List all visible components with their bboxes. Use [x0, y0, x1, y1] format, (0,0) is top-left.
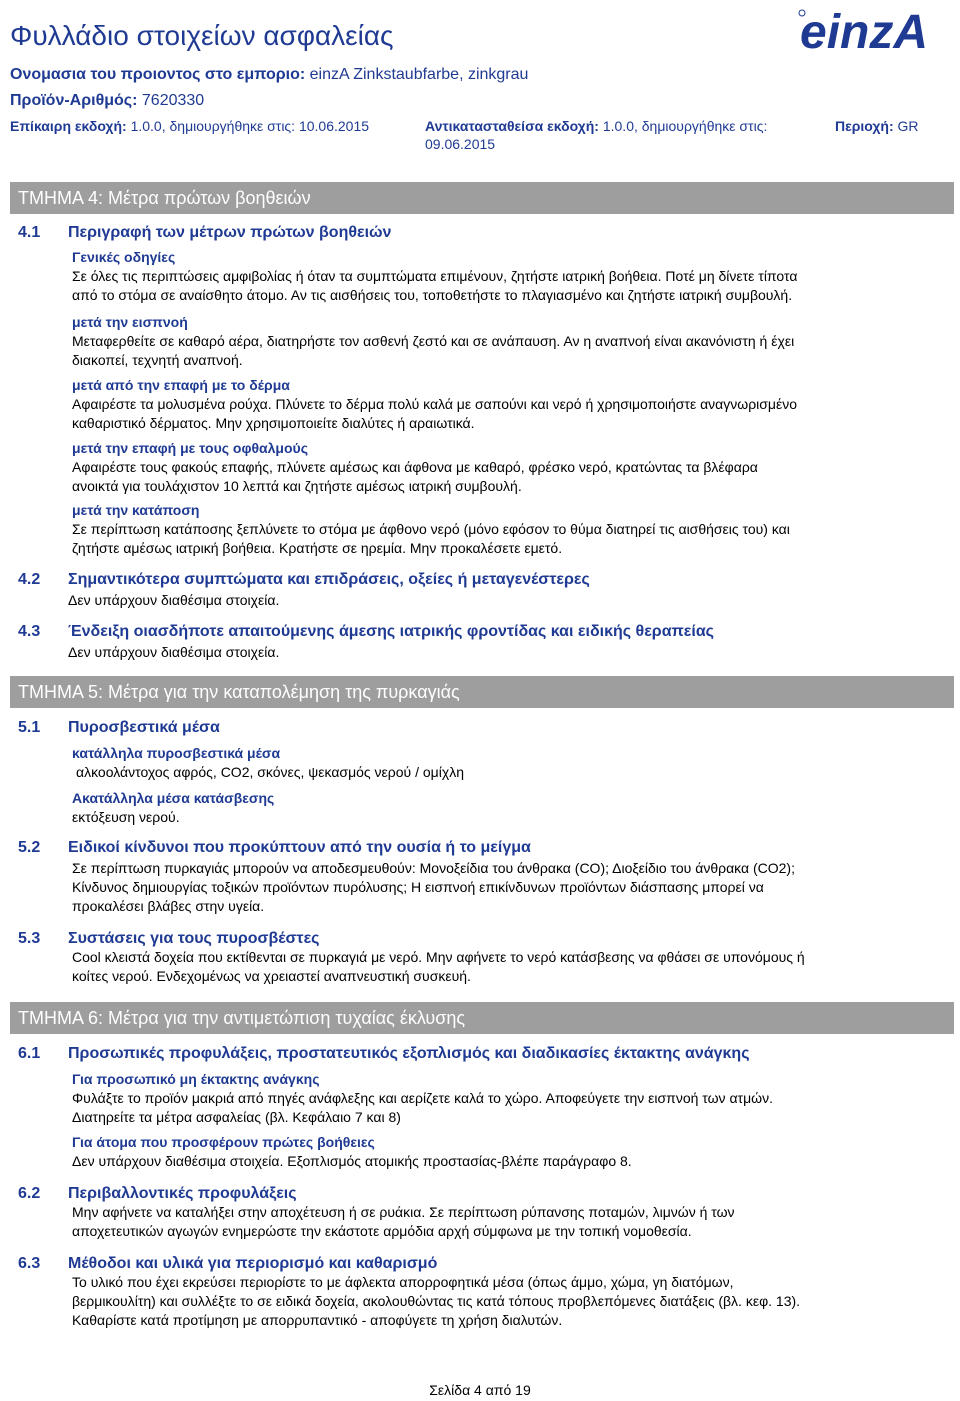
inhalation-label: μετά την εισπνοή [72, 314, 188, 330]
trade-name-value: einzA Zinkstaubfarbe, zinkgrau [309, 66, 529, 83]
subsection-4-3-title: Ένδειξη οιασδήποτε απαιτούμενης άμεσης ιατρικής φροντίδας και ειδικής θεραπείας [68, 623, 714, 640]
subsection-6-1-title: Προσωπικές προφυλάξεις, προστατευτικός εξοπλισμός και διαδικασίες έκτακτης ανάγκης [68, 1045, 750, 1062]
non-emergency-line-1: Φυλάξτε το προϊόν μακριά από πηγές ανάφλεξης και αερίζετε καλά το χώρο. Αποφεύγετε την εισπνοή των ατμών. [72, 1090, 773, 1106]
subsection-6-1-number: 6.1 [18, 1045, 41, 1062]
general-advice-line-2: από το στόμα σε αναίσθητο άτομο. Αν τις αισθήσεις του, τοποθετήστε το πλαγιασμένο και ζητήστε ιατρική συμβουλή. [72, 287, 793, 303]
section-4-heading: ΤΜΗΜΑ 4: Μέτρα πρώτων βοηθειών [10, 182, 954, 214]
subsection-5-1-title: Πυροσβεστικά μέσα [68, 719, 220, 736]
subsection-5-2-line-3: προκαλέσει βλάβες στην υγεία. [72, 898, 265, 914]
subsection-4-3-number: 4.3 [18, 623, 41, 640]
subsection-5-3-line-2: κοίτες νερού. Ενδεχομένως να χρειαστεί αναπνευστική συσκευή. [72, 968, 471, 984]
trade-name-line [10, 66, 528, 84]
product-number-line [10, 92, 204, 110]
skin-contact-label: μετά από την επαφή με το δέρμα [72, 377, 290, 393]
current-version-label: Επίκαιρη εκδοχή: [10, 118, 127, 134]
suitable-media-label: κατάλληλα πυροσβεστικά μέσα [72, 745, 281, 761]
product-number-value: 7620330 [141, 92, 205, 109]
general-advice-label: Γενικές οδηγίες [72, 249, 176, 265]
inhalation-line-2: διακοπεί, τεχνητή αναπνοή. [72, 352, 243, 368]
subsection-4-2-title: Σημαντικότερα συμπτώματα και επιδράσεις, οξείες ή μεταγενέστερες [68, 571, 590, 588]
subsection-6-2-line-2: αποχετευτικών αγωγών ενημερώστε την εκάστοτε αρμόδια αρχή σύμφωνα με την τοπική νομοθεσία. [72, 1223, 692, 1239]
ingestion-line-1: Σε περίπτωση κατάποσης ξεπλύνετε το στόμα με άφθονο νερό (μόνο εφόσον το θύμα διατηρεί τις αισθήσεις του) και [72, 521, 790, 537]
unsuitable-media-text: εκτόξευση νερού. [72, 809, 180, 825]
subsection-5-3-number: 5.3 [18, 930, 41, 947]
subsection-4-1-title: Περιγραφή των μέτρων πρώτων βοηθειών [68, 224, 392, 241]
einza-logo [798, 2, 938, 54]
product-number-label: Προϊόν-Αριθμός: [10, 92, 138, 109]
replaced-version-label: Αντικατασταθείσα εκδοχή: [425, 118, 599, 134]
section-6-heading: ΤΜΗΜΑ 6: Μέτρα για την αντιμετώπιση τυχαίας έκλυσης [10, 1002, 954, 1034]
eye-contact-line-1: Αφαιρέστε τους φακούς επαφής, πλύνετε αμέσως και άφθονα με καθαρό, φρέσκο νερό, κρατώντας τα βλέφαρα [72, 459, 758, 475]
subsection-4-2-text: Δεν υπάρχουν διαθέσιμα στοιχεία. [68, 592, 280, 608]
subsection-6-3-line-1: Το υλικό που έχει εκρεύσει περιορίστε το με άφλεκτα απορροφητικά μέσα (όπως άμμο, χώμα, γη διατόμων, [72, 1274, 734, 1290]
subsection-5-2-title: Ειδικοί κίνδυνοι που προκύπτουν από την ουσία ή το μείγμα [68, 839, 531, 856]
subsection-4-3-text: Δεν υπάρχουν διαθέσιμα στοιχεία. [68, 644, 280, 660]
first-responders-text: Δεν υπάρχουν διαθέσιμα στοιχεία. Εξοπλισμός ατομικής προστασίας-βλέπε παράγραφο 8. [72, 1153, 632, 1169]
replaced-version [425, 117, 805, 153]
ingestion-label: μετά την κατάποση [72, 502, 200, 518]
subsection-5-3-title: Συστάσεις για τους πυροσβέστες [68, 930, 320, 947]
eye-contact-line-2: ανοικτά για τουλάχιστον 10 λεπτά και ζητήστε αμέσως ιατρική συμβουλή. [72, 478, 522, 494]
logo-text: einzA [800, 6, 929, 54]
subsection-6-2-line-1: Μην αφήνετε να καταλήξει στην αποχέτευση ή σε ρυάκια. Σε περίπτωση ρύπανσης ποταμών, λιμνών ή των [72, 1204, 735, 1220]
current-version-value: 1.0.0, δημιουργήθηκε στις: 10.06.2015 [130, 118, 370, 134]
subsection-5-2-number: 5.2 [18, 839, 41, 856]
ingestion-line-2: ζητήστε αμέσως ιατρική βοήθεια. Κρατήστε σε ηρεμία. Μην προκαλέσετε εμετό. [72, 540, 563, 556]
page-number: Σελίδα 4 από 19 [429, 1382, 531, 1398]
subsection-6-2-number: 6.2 [18, 1185, 41, 1202]
subsection-6-3-line-2: βερμικουλίτη) και συλλέξτε το σε ειδικά δοχεία, ακολουθώντας τις κατά τόπους προβλεπόμενες διατάξεις (βλ. κεφ. 13). [72, 1293, 801, 1309]
subsection-4-1-number: 4.1 [18, 224, 41, 241]
skin-contact-line-2: καθαριστικό δέρματος. Μην χρησιμοποιείτε διαλύτες ή αραιωτικά. [72, 415, 475, 431]
unsuitable-media-label: Ακατάλληλα μέσα κατάσβεσης [72, 790, 275, 806]
first-responders-label: Για άτομα που προσφέρουν πρώτες βοήθειες [72, 1134, 375, 1150]
non-emergency-label: Για προσωπικό μη έκτακτης ανάγκης [72, 1071, 320, 1087]
non-emergency-line-2: Διατηρείτε τα μέτρα ασφαλείας (βλ. Κεφάλαιο 7 και 8) [72, 1109, 401, 1125]
replaced-version-value: 1.0.0, δημιουργήθηκε στις: 09.06.2015 [425, 118, 768, 152]
subsection-5-2-line-2: Κίνδυνος δημιουργίας τοξικών προϊόντων πυρόλυσης; Η εισπνοή επικίνδυνων προϊόντων διάσπασης μπορεί να [72, 879, 764, 895]
subsection-5-3-line-1: Cool κλειστά δοχεία που εκτίθενται σε πυρκαγιά με νερό. Μην αφήνετε το νερό κατάσβεσης να φθάσει σε υπονόμους ή [72, 949, 805, 965]
trade-name-label: Ονομασια του προιοντος στο εμποριο: [10, 66, 306, 83]
region [835, 117, 919, 135]
subsection-6-3-line-3: Καθαρίστε κατά προτίμηση με απορρυπαντικό - αποφύγετε τη χρήση διαλυτών. [72, 1312, 563, 1328]
general-advice-line-1: Σε όλες τις περιπτώσεις αμφιβολίας ή όταν τα συμπτώματα επιμένουν, ζητήστε ιατρική βοήθεια. Ποτέ μη δίνετε τίποτα [72, 268, 798, 284]
suitable-media-text: αλκοολάντοχος αφρός, CO2, σκόνες, ψεκασμός νερού / ομίχλη [76, 764, 464, 780]
section-5-heading: ΤΜΗΜΑ 5: Μέτρα για την καταπολέμηση της πυρκαγιάς [10, 676, 954, 708]
subsection-4-2-number: 4.2 [18, 571, 41, 588]
document-title: Φυλλάδιο στοιχείων ασφαλείας [10, 20, 394, 51]
eye-contact-label: μετά την επαφή με τους οφθαλμούς [72, 440, 308, 456]
region-value: GR [897, 118, 919, 134]
subsection-6-2-title: Περιβαλλοντικές προφυλάξεις [68, 1185, 297, 1202]
subsection-5-2-line-1: Σε περίπτωση πυρκαγιάς μπορούν να αποδεσμευθούν: Μονοξείδια του άνθρακα (CO); Διοξείδιο του άνθρακα (CO2); [72, 860, 795, 876]
region-label: Περιοχή: [835, 118, 894, 134]
current-version [10, 117, 369, 135]
skin-contact-line-1: Αφαιρέστε τα μολυσμένα ρούχα. Πλύνετε το δέρμα πολύ καλά με σαπούνι και νερό ή χρησιμοποιήστε αναγνωρισμένο [72, 396, 797, 412]
subsection-5-1-number: 5.1 [18, 719, 41, 736]
inhalation-line-1: Μεταφερθείτε σε καθαρό αέρα, διατηρήστε τον ασθενή ζεστό και σε ανάπαυση. Αν η αναπνοή είναι ακανόνιστη ή έχει [72, 333, 795, 349]
subsection-6-3-number: 6.3 [18, 1255, 41, 1272]
subsection-6-3-title: Μέθοδοι και υλικά για περιορισμό και καθαρισμό [68, 1255, 438, 1272]
